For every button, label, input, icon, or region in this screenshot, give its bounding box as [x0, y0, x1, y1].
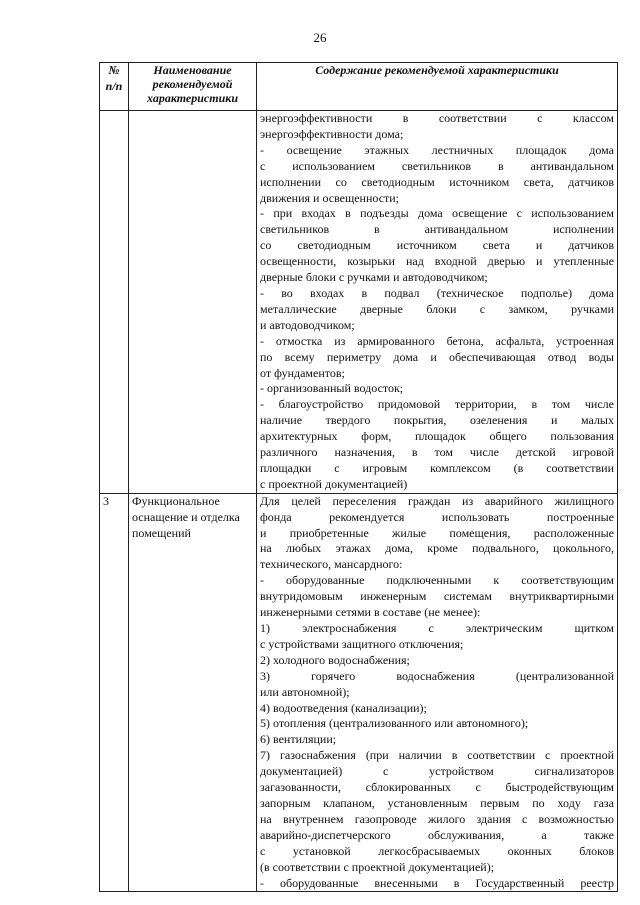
- text-line: 7) газоснабжения (при наличии в соответствии с проектной: [260, 748, 614, 763]
- text-line: внутридомовым инженерным системам внутриквартирными: [260, 589, 614, 604]
- text-line: 4) водоотведения (канализации);: [260, 700, 427, 715]
- text-line: документацией) с устройством сигнализаторов: [260, 764, 614, 779]
- cell-content-continuation: [257, 111, 618, 494]
- text-line: запорным клапаном, установленным первым по ходу газа: [260, 795, 614, 810]
- text-line: технического, мансардного:: [260, 557, 403, 572]
- text-line: и автодоводчиком;: [260, 317, 355, 332]
- text-line: различного назначения, в том числе детской игровой: [260, 445, 614, 460]
- text-line: энергоэффективности в соответствии с классом: [260, 111, 614, 125]
- text-line: наличие твердого покрытия, озеленения и малых: [260, 413, 614, 428]
- table-header-row: [100, 63, 618, 111]
- text-line: 6) вентиляции;: [260, 732, 337, 747]
- cell-content: [257, 493, 618, 892]
- page-number: 26: [313, 30, 327, 45]
- text-line: исполнении со светодиодным источником света, датчиков: [260, 174, 614, 189]
- text-line: или автономной);: [260, 684, 350, 699]
- text-line: светильников в антивандальном исполнении: [260, 222, 614, 237]
- text-line: - оборудованные подключенными к соответствующим: [260, 573, 614, 588]
- text-line: архитектурных форм, площадок общего пользования: [260, 429, 614, 444]
- text-line: (в соответствии с проектной документацией);: [260, 859, 495, 874]
- text-line: аварийно-диспетчерского обслуживания, а также: [260, 827, 614, 842]
- text-line: - при входах в подъезды дома освещение с использованием: [260, 206, 614, 221]
- text-line: 2) холодного водоснабжения;: [260, 652, 410, 667]
- text-line: - благоустройство придомовой территории, в том числе: [260, 397, 614, 412]
- header-name: Наименование рекомендуемой характеристики: [129, 63, 257, 111]
- text-line: 3) горячего водоснабжения (централизованной: [260, 668, 614, 683]
- cell-number: 3: [100, 493, 129, 892]
- content-lines: [260, 111, 614, 493]
- text-line: загазованности, сблокированных с быстродействующим: [260, 780, 614, 795]
- text-line: с проектной документацией): [260, 476, 408, 491]
- text-line: 1) электроснабжения с электрическим щитком: [260, 621, 614, 635]
- name-line: Функциональное: [132, 493, 220, 508]
- text-line: - организованный водосток;: [260, 381, 404, 396]
- text-line: инженерными сетями в составе (не менее):: [260, 605, 481, 620]
- text-line: со светодиодным источником света и датчиков: [260, 238, 614, 253]
- text-line: металлические дверные блоки с замком, ручками: [260, 301, 614, 316]
- name-line: оснащение и отделка: [132, 509, 240, 524]
- cell-name-empty: [129, 111, 257, 494]
- text-line: движения и освещенности;: [260, 190, 400, 205]
- text-line: с установкой легкосбрасываемых оконных блоков: [260, 843, 614, 858]
- text-line: и приобретенные жилые помещения, расположенные: [260, 525, 614, 540]
- text-line: дверные блоки с ручками и автодоводчиком;: [260, 270, 488, 285]
- text-line: - освещение этажных лестничных площадок дома: [260, 142, 614, 157]
- text-line: - оборудованные внесенными в Государственный реестр: [260, 875, 614, 890]
- table-row-continuation: [100, 111, 618, 494]
- text-line: на внутреннем газопроводе жилого здания с возможностью: [260, 811, 614, 826]
- header-number: № п/п: [100, 63, 129, 111]
- text-line: - отмостка из армированного бетона, асфальта, устроенная: [260, 333, 614, 348]
- text-line: на любых этажах дома, кроме подвального, цокольного,: [260, 541, 614, 556]
- text-line: от фундаментов;: [260, 365, 345, 380]
- table-row-section-3: [100, 493, 618, 892]
- text-line: энергоэффективности дома;: [260, 126, 404, 141]
- cell-name: [129, 493, 257, 892]
- cell-number-empty: [100, 111, 129, 494]
- name-lines: [132, 494, 253, 542]
- text-line: по всему периметру дома и обеспечивающая отвод воды: [260, 349, 614, 364]
- text-line: освещенности, козырьки над входной дверью и утепленные: [260, 254, 614, 269]
- text-line: 5) отопления (централизованного или автономного);: [260, 716, 529, 731]
- characteristics-table: [99, 62, 618, 892]
- text-line: площадки с игровым комплексом (в соответствии: [260, 460, 614, 475]
- header-content: Содержание рекомендуемой характеристики: [257, 63, 618, 111]
- text-line: с использованием светильников в антивандальном: [260, 158, 614, 173]
- text-line: Для целей переселения граждан из аварийного жилищного: [260, 493, 614, 508]
- content-lines: [260, 494, 614, 892]
- text-line: фонда рекомендуется использовать построенные: [260, 509, 614, 524]
- text-line: с устройствами защитного отключения;: [260, 636, 464, 651]
- name-line: помещений: [132, 525, 191, 540]
- text-line: - во входах в подвал (техническое подполье) дома: [260, 285, 614, 300]
